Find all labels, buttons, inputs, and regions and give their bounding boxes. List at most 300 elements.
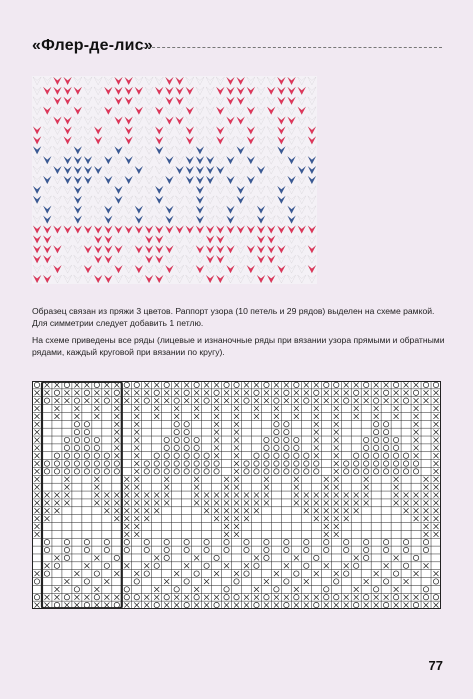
stitch-x xyxy=(34,406,39,411)
stitch-x xyxy=(433,508,438,513)
stitch-x xyxy=(314,508,319,513)
stitch-x xyxy=(134,516,139,521)
stitch-x xyxy=(224,516,229,521)
stitch-circle xyxy=(423,382,428,387)
stitch-x xyxy=(154,508,159,513)
description-text xyxy=(32,306,446,364)
stitch-x xyxy=(384,398,389,403)
stitch-x xyxy=(244,500,249,505)
stitch-x xyxy=(224,492,229,497)
stitch-circle xyxy=(174,587,179,592)
stitch-circle xyxy=(204,547,209,552)
stitch-circle xyxy=(184,539,189,544)
stitch-circle xyxy=(94,595,99,600)
stitch-x xyxy=(294,587,299,592)
stitch-x xyxy=(354,587,359,592)
stitch-circle xyxy=(423,547,428,552)
stitch-x xyxy=(433,390,438,395)
stitch-x xyxy=(424,485,429,490)
stitch-circle xyxy=(354,461,359,466)
stitch-x xyxy=(274,414,279,419)
stitch-circle xyxy=(344,547,349,552)
stitch-x xyxy=(44,516,49,521)
stitch-x xyxy=(54,508,59,513)
stitch-x xyxy=(134,422,139,427)
stitch-x xyxy=(334,422,339,427)
stitch-x xyxy=(224,524,229,529)
stitch-x xyxy=(194,500,199,505)
stitch-x xyxy=(374,382,379,387)
stitch-circle xyxy=(373,445,378,450)
stitch-x xyxy=(154,492,159,497)
stitch-x xyxy=(194,587,199,592)
stitch-x xyxy=(104,500,109,505)
stitch-x xyxy=(304,492,309,497)
stitch-x xyxy=(114,406,119,411)
stitch-x xyxy=(214,422,219,427)
stitch-circle xyxy=(94,437,99,442)
stitch-x xyxy=(224,398,229,403)
stitch-x xyxy=(94,492,99,497)
stitch-circle xyxy=(104,453,109,458)
stitch-x xyxy=(74,595,79,600)
stitch-x xyxy=(174,595,179,600)
stitch-circle xyxy=(264,453,269,458)
stitch-circle xyxy=(144,461,149,466)
stitch-x xyxy=(334,508,339,513)
stitch-circle xyxy=(433,579,438,584)
stitch-circle xyxy=(44,398,49,403)
stitch-x xyxy=(54,398,59,403)
stitch-x xyxy=(204,508,209,513)
stitch-x xyxy=(194,406,199,411)
description-paragraph-2: На схеме приведены все ряды (лицевые и изнаночные ряды при вязании узора прямыми и обратными рядами, каждый круговой при вязании по кругу). xyxy=(32,335,445,357)
stitch-x xyxy=(314,445,319,450)
stitch-circle xyxy=(373,469,378,474)
stitch-x xyxy=(44,563,49,568)
stitch-x xyxy=(314,437,319,442)
stitch-circle xyxy=(383,390,388,395)
stitch-circle xyxy=(274,398,279,403)
stitch-x xyxy=(324,492,329,497)
stitch-circle xyxy=(114,461,119,466)
stitch-x xyxy=(314,382,319,387)
stitch-x xyxy=(314,516,319,521)
stitch-x xyxy=(74,390,79,395)
stitch-circle xyxy=(164,595,169,600)
stitch-x xyxy=(433,414,438,419)
stitch-x xyxy=(134,390,139,395)
stitch-x xyxy=(354,414,359,419)
stitch-x xyxy=(134,532,139,537)
stitch-x xyxy=(124,524,129,529)
stitch-x xyxy=(214,414,219,419)
stitch-x xyxy=(204,595,209,600)
stitch-x xyxy=(394,406,399,411)
stitch-circle xyxy=(154,563,159,568)
stitch-circle xyxy=(64,382,69,387)
stitch-x xyxy=(234,603,239,608)
stitch-x xyxy=(174,414,179,419)
stitch-x xyxy=(294,390,299,395)
stitch-circle xyxy=(314,469,319,474)
stitch-x xyxy=(264,398,269,403)
stitch-x xyxy=(44,595,49,600)
stitch-x xyxy=(424,563,429,568)
stitch-circle xyxy=(204,453,209,458)
stitch-circle xyxy=(324,547,329,552)
stitch-x xyxy=(134,508,139,513)
stitch-x xyxy=(84,382,89,387)
stitch-x xyxy=(64,485,69,490)
stitch-x xyxy=(244,508,249,513)
stitch-x xyxy=(254,508,259,513)
stitch-circle xyxy=(304,398,309,403)
stitch-x xyxy=(244,492,249,497)
stitch-x xyxy=(114,437,119,442)
stitch-x xyxy=(34,603,39,608)
title-bar xyxy=(32,36,442,58)
stitch-circle xyxy=(84,453,89,458)
stitch-x xyxy=(234,445,239,450)
stitch-x xyxy=(224,390,229,395)
stitch-circle xyxy=(364,539,369,544)
stitch-x xyxy=(254,555,259,560)
stitch-x xyxy=(234,532,239,537)
stitch-circle xyxy=(84,602,89,607)
stitch-x xyxy=(294,477,299,482)
stitch-circle xyxy=(184,461,189,466)
stitch-x xyxy=(334,571,339,576)
stitch-x xyxy=(414,595,419,600)
stitch-circle xyxy=(403,461,408,466)
stitch-circle xyxy=(373,398,378,403)
stitch-x xyxy=(234,406,239,411)
stitch-circle xyxy=(274,437,279,442)
stitch-circle xyxy=(184,547,189,552)
stitch-circle xyxy=(364,461,369,466)
stitch-x xyxy=(124,398,129,403)
stitch-circle xyxy=(194,445,199,450)
stitch-x xyxy=(64,579,69,584)
stitch-x xyxy=(104,595,109,600)
stitch-x xyxy=(324,477,329,482)
stitch-circle xyxy=(373,453,378,458)
stitch-x xyxy=(433,437,438,442)
stitch-circle xyxy=(324,595,329,600)
stitch-x xyxy=(274,603,279,608)
stitch-circle xyxy=(364,555,369,560)
stitch-circle xyxy=(164,539,169,544)
stitch-x xyxy=(214,595,219,600)
stitch-x xyxy=(334,406,339,411)
stitch-x xyxy=(34,508,39,513)
stitch-circle xyxy=(383,602,388,607)
stitch-circle xyxy=(373,437,378,442)
stitch-x xyxy=(34,414,39,419)
stitch-circle xyxy=(104,461,109,466)
stitch-circle xyxy=(364,382,369,387)
stitch-x xyxy=(244,603,249,608)
stitch-x xyxy=(334,398,339,403)
stitch-circle xyxy=(264,547,269,552)
stitch-x xyxy=(334,485,339,490)
stitch-circle xyxy=(344,571,349,576)
stitch-circle xyxy=(294,382,299,387)
stitch-x xyxy=(354,500,359,505)
stitch-x xyxy=(144,563,149,568)
stitch-circle xyxy=(244,571,249,576)
stitch-circle xyxy=(294,571,299,576)
stitch-x xyxy=(204,492,209,497)
stitch-x xyxy=(414,492,419,497)
stitch-circle xyxy=(373,587,378,592)
stitch-circle xyxy=(264,382,269,387)
stitch-circle xyxy=(344,398,349,403)
stitch-circle xyxy=(304,539,309,544)
stitch-x xyxy=(104,603,109,608)
stitch-circle xyxy=(264,461,269,466)
stitch-circle xyxy=(114,390,119,395)
stitch-circle xyxy=(324,587,329,592)
stitch-x xyxy=(294,492,299,497)
stitch-circle xyxy=(104,469,109,474)
stitch-x xyxy=(114,422,119,427)
stitch-x xyxy=(364,603,369,608)
stitch-circle xyxy=(204,539,209,544)
stitch-x xyxy=(354,508,359,513)
stitch-circle xyxy=(74,461,79,466)
stitch-x xyxy=(414,445,419,450)
stitch-x xyxy=(304,508,309,513)
stitch-circle xyxy=(294,453,299,458)
stitch-circle xyxy=(94,571,99,576)
stitch-circle xyxy=(174,461,179,466)
stitch-x xyxy=(374,603,379,608)
stitch-x xyxy=(424,492,429,497)
stitch-x xyxy=(244,390,249,395)
stitch-x xyxy=(134,485,139,490)
stitch-x xyxy=(433,603,438,608)
stitch-x xyxy=(404,390,409,395)
stitch-x xyxy=(414,422,419,427)
stitch-circle xyxy=(274,453,279,458)
stitch-circle xyxy=(224,539,229,544)
stitch-x xyxy=(134,500,139,505)
stitch-x xyxy=(204,579,209,584)
stitch-x xyxy=(204,603,209,608)
stitch-x xyxy=(214,398,219,403)
stitch-x xyxy=(44,382,49,387)
stitch-circle xyxy=(84,579,89,584)
stitch-x xyxy=(104,390,109,395)
stitch-circle xyxy=(304,547,309,552)
stitch-circle xyxy=(44,469,49,474)
stitch-circle xyxy=(64,555,69,560)
stitch-x xyxy=(433,492,438,497)
stitch-x xyxy=(294,485,299,490)
stitch-x xyxy=(364,398,369,403)
stitch-circle xyxy=(224,595,229,600)
stitch-circle xyxy=(393,469,398,474)
stitch-x xyxy=(394,492,399,497)
stitch-circle xyxy=(393,437,398,442)
stitch-x xyxy=(194,398,199,403)
stitch-x xyxy=(94,485,99,490)
stitch-circle xyxy=(284,390,289,395)
stitch-x xyxy=(154,382,159,387)
stitch-x xyxy=(334,492,339,497)
stitch-x xyxy=(134,453,139,458)
stitch-x xyxy=(234,398,239,403)
stitch-x xyxy=(254,382,259,387)
stitch-x xyxy=(214,453,219,458)
stitch-x xyxy=(294,500,299,505)
stitch-x xyxy=(54,414,59,419)
stitch-x xyxy=(34,477,39,482)
stitch-x xyxy=(374,406,379,411)
stitch-circle xyxy=(274,445,279,450)
stitch-circle xyxy=(224,547,229,552)
stitch-circle xyxy=(284,453,289,458)
stitch-circle xyxy=(74,437,79,442)
stitch-x xyxy=(54,500,59,505)
stitch-x xyxy=(194,390,199,395)
stitch-circle xyxy=(44,547,49,552)
knit-stitches xyxy=(32,76,317,284)
stitch-x xyxy=(284,595,289,600)
stitch-x xyxy=(394,390,399,395)
stitch-circle xyxy=(364,595,369,600)
stitch-circle xyxy=(294,595,299,600)
stitch-circle xyxy=(54,453,59,458)
stitch-circle xyxy=(314,555,319,560)
stitch-x xyxy=(324,603,329,608)
stitch-x xyxy=(264,603,269,608)
stitch-x xyxy=(234,390,239,395)
stitch-circle xyxy=(364,469,369,474)
stitch-circle xyxy=(244,398,249,403)
stitch-circle xyxy=(383,429,388,434)
stitch-circle xyxy=(164,555,169,560)
stitch-circle xyxy=(144,571,149,576)
stitch-circle xyxy=(64,539,69,544)
stitch-circle xyxy=(214,469,219,474)
stitch-x xyxy=(433,477,438,482)
stitch-circle xyxy=(184,602,189,607)
stitch-x xyxy=(64,492,69,497)
stitch-x xyxy=(54,595,59,600)
stitch-x xyxy=(354,398,359,403)
stitch-x xyxy=(44,508,49,513)
stitch-circle xyxy=(64,445,69,450)
stitch-circle xyxy=(204,563,209,568)
stitch-x xyxy=(344,382,349,387)
stitch-x xyxy=(194,485,199,490)
stitch-x xyxy=(74,414,79,419)
stitch-circle xyxy=(194,469,199,474)
stitch-x xyxy=(214,571,219,576)
stitch-circle xyxy=(54,390,59,395)
stitch-x xyxy=(114,508,119,513)
stitch-x xyxy=(274,382,279,387)
stitch-x xyxy=(204,382,209,387)
stitch-x xyxy=(164,390,169,395)
stitch-x xyxy=(314,500,319,505)
stitch-circle xyxy=(354,602,359,607)
stitch-x xyxy=(94,477,99,482)
stitch-circle xyxy=(34,595,39,600)
stitch-x xyxy=(194,603,199,608)
stitch-x xyxy=(214,500,219,505)
stitch-circle xyxy=(383,461,388,466)
stitch-x xyxy=(44,500,49,505)
stitch-x xyxy=(124,500,129,505)
stitch-x xyxy=(174,571,179,576)
stitch-x xyxy=(124,532,129,537)
stitch-x xyxy=(134,603,139,608)
stitch-circle xyxy=(403,469,408,474)
stitch-x xyxy=(144,508,149,513)
stitch-x xyxy=(164,485,169,490)
stitch-x xyxy=(314,492,319,497)
stitch-x xyxy=(394,477,399,482)
stitch-x xyxy=(334,524,339,529)
stitch-x xyxy=(124,603,129,608)
stitch-x xyxy=(314,398,319,403)
stitch-circle xyxy=(184,445,189,450)
stitch-circle xyxy=(364,547,369,552)
stitch-x xyxy=(404,603,409,608)
stitch-x xyxy=(414,508,419,513)
stitch-x xyxy=(94,398,99,403)
stitch-x xyxy=(194,477,199,482)
stitch-x xyxy=(314,430,319,435)
stitch-x xyxy=(374,390,379,395)
stitch-x xyxy=(34,398,39,403)
stitch-x xyxy=(214,516,219,521)
stitch-x xyxy=(394,603,399,608)
stitch-x xyxy=(384,563,389,568)
stitch-x xyxy=(184,595,189,600)
stitch-circle xyxy=(254,453,259,458)
stitch-circle xyxy=(364,453,369,458)
stitch-x xyxy=(424,398,429,403)
stitch-circle xyxy=(144,469,149,474)
stitch-circle xyxy=(254,602,259,607)
stitch-x xyxy=(214,437,219,442)
stitch-x xyxy=(344,500,349,505)
stitch-x xyxy=(334,453,339,458)
stitch-circle xyxy=(204,398,209,403)
stitch-x xyxy=(324,390,329,395)
stitch-x xyxy=(234,477,239,482)
stitch-x xyxy=(354,595,359,600)
stitch-x xyxy=(54,492,59,497)
stitch-x xyxy=(154,500,159,505)
stitch-x xyxy=(234,461,239,466)
stitch-circle xyxy=(403,539,408,544)
stitch-x xyxy=(94,555,99,560)
stitch-x xyxy=(224,532,229,537)
stitch-x xyxy=(34,390,39,395)
stitch-circle xyxy=(104,563,109,568)
stitch-circle xyxy=(64,437,69,442)
stitch-circle xyxy=(284,539,289,544)
stitch-circle xyxy=(164,453,169,458)
stitch-x xyxy=(114,492,119,497)
stitch-circle xyxy=(104,398,109,403)
